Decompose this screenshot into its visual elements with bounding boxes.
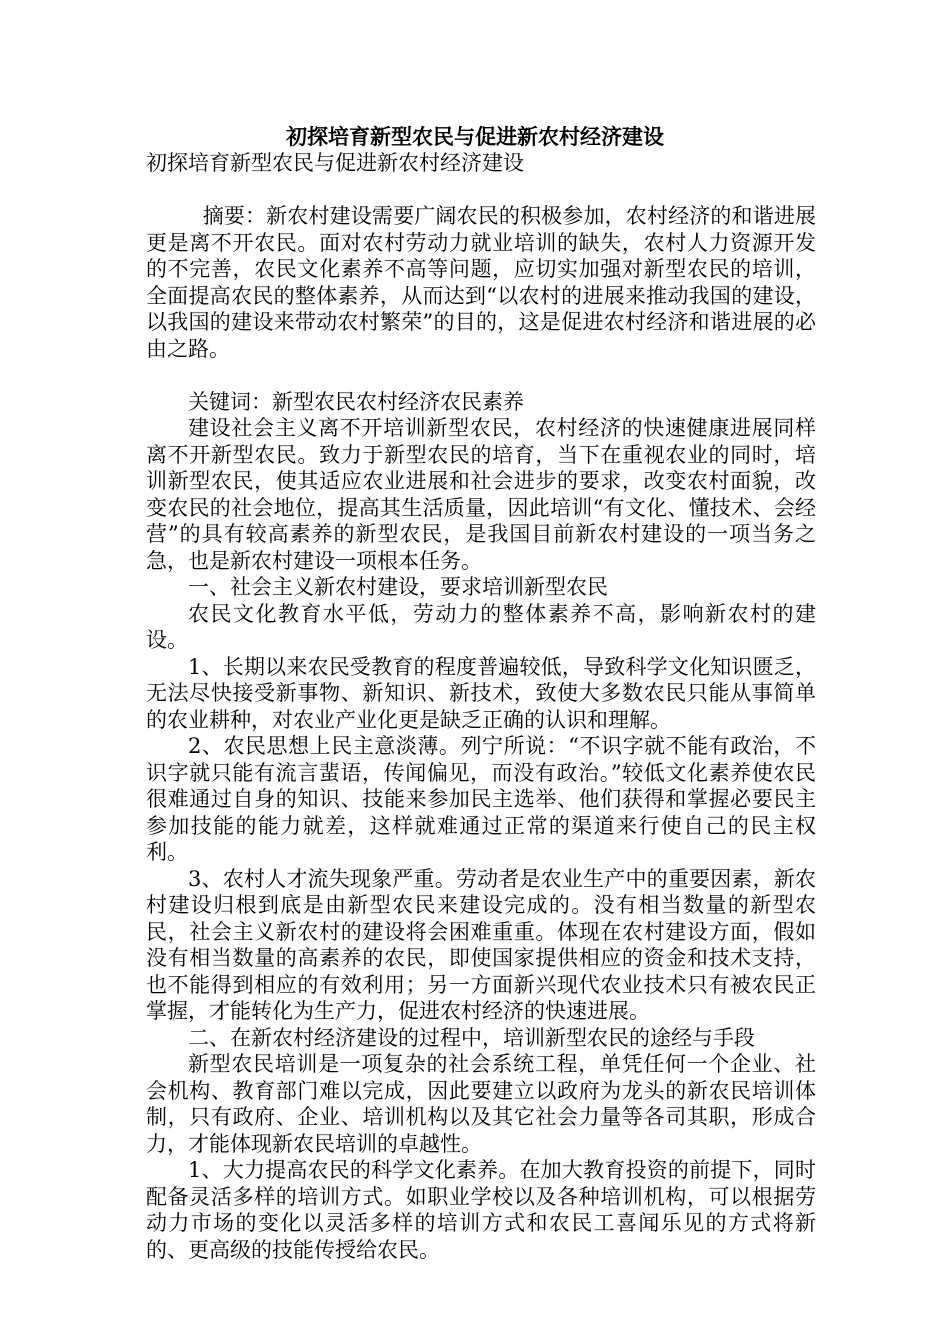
body-paragraph: 新型农民培训是一项复杂的社会系统工程，单凭任何一个企业、社会机构、教育部门难以完成，因此要建立以政府为龙头的新农民培训体制，只有政府、企业、培训机构以及其它社会力量等各司其职，形成合力，才能体现新农民培训的卓越性。 [146, 1052, 816, 1156]
document-body [146, 150, 816, 1263]
list-item: 3、农村人才流失现象严重。劳动者是农业生产中的重要因素，新农村建设归根到底是由新型农民来建设完成的。没有相当数量的新型农民，社会主义新农村的建设将会困难重重。体现在农村建设方面，假如没有相当数量的高素养的农民，即使国家提供相应的资金和技术支持，也不能得到相应的有效利用；另一方面新兴现代农业技术只有被农民正掌握，才能转化为生产力，促进农村经济的快速进展。 [146, 866, 816, 1023]
blank-line [146, 362, 816, 389]
document-subtitle: 初探培育新型农民与促进新农村经济建设 [146, 151, 524, 175]
section-heading: 二、在新农村经济建设的过程中，培训新型农民的途经与手段 [188, 1025, 755, 1050]
list-item: 2、农民思想上民主意淡薄。列宁所说：“不识字就不能有政治，不识字就只能有流言蜚语，传闻偏见，而没有政治。”较低文化素养使农民很难通过自身的知识、技能来参加民主选举、他们获得和掌握必要民主参加技能的能力就差，这样就难通过正常的渠道来行使自己的民主权利。 [146, 734, 816, 864]
body-paragraph: 农民文化教育水平低，劳动力的整体素养不高，影响新农村的建设。 [146, 601, 816, 652]
blank-line [146, 177, 816, 204]
list-item: 1、长期以来农民受教育的程度普遍较低，导致科学文化知识匮乏，无法尽快接受新事物、新知识、新技术，致使大多数农民只能从事简单的农业耕种，对农业产业化更是缺乏正确的认识和理解。 [146, 654, 816, 732]
list-item: 1、大力提高农民的科学文化素养。在加大教育投资的前提下，同时配备灵活多样的培训方式。如职业学校以及各种培训机构，可以根据劳动力市场的变化以灵活多样的培训方式和农民工喜闻乐见的方式将新的、更高级的技能传授给农民。 [146, 1158, 816, 1262]
section-heading: 一、社会主义新农村建设，要求培训新型农民 [188, 575, 608, 599]
body-paragraph: 建设社会主义离不开培训新型农民，农村经济的快速健康进展同样离不开新型农民。致力于新型农民的培育，当下在重视农业的同时，培训新型农民，使其适应农业进展和社会进步的要求，改变农村面貌，改变农民的社会地位，提高其生活质量，因此培训“有文化、懂技术、会经营”的具有较高素养的新型农民，是我国目前新农村建设的一项当务之急，也是新农村建设一项根本任务。 [146, 416, 816, 573]
abstract-paragraph: 摘要：新农村建设需要广阔农民的积极参加，农村经济的和谐进展更是离不开农民。面对农村劳动力就业培训的缺失，农村人力资源开发的不完善，农民文化素养不高等问题，应切实加强对新型农民的培训，全面提高农民的整体素养，从而达到“以农村的进展来推动我国的建设，以我国的建设来带动农村繁荣”的目的，这是促进农村经济和谐进展的必由之路。 [146, 204, 816, 361]
document-title: 初探培育新型农民与促进新农村经济建设 [286, 124, 664, 149]
keywords-line: 关键词：新型农民农村经济农民素养 [188, 389, 524, 414]
